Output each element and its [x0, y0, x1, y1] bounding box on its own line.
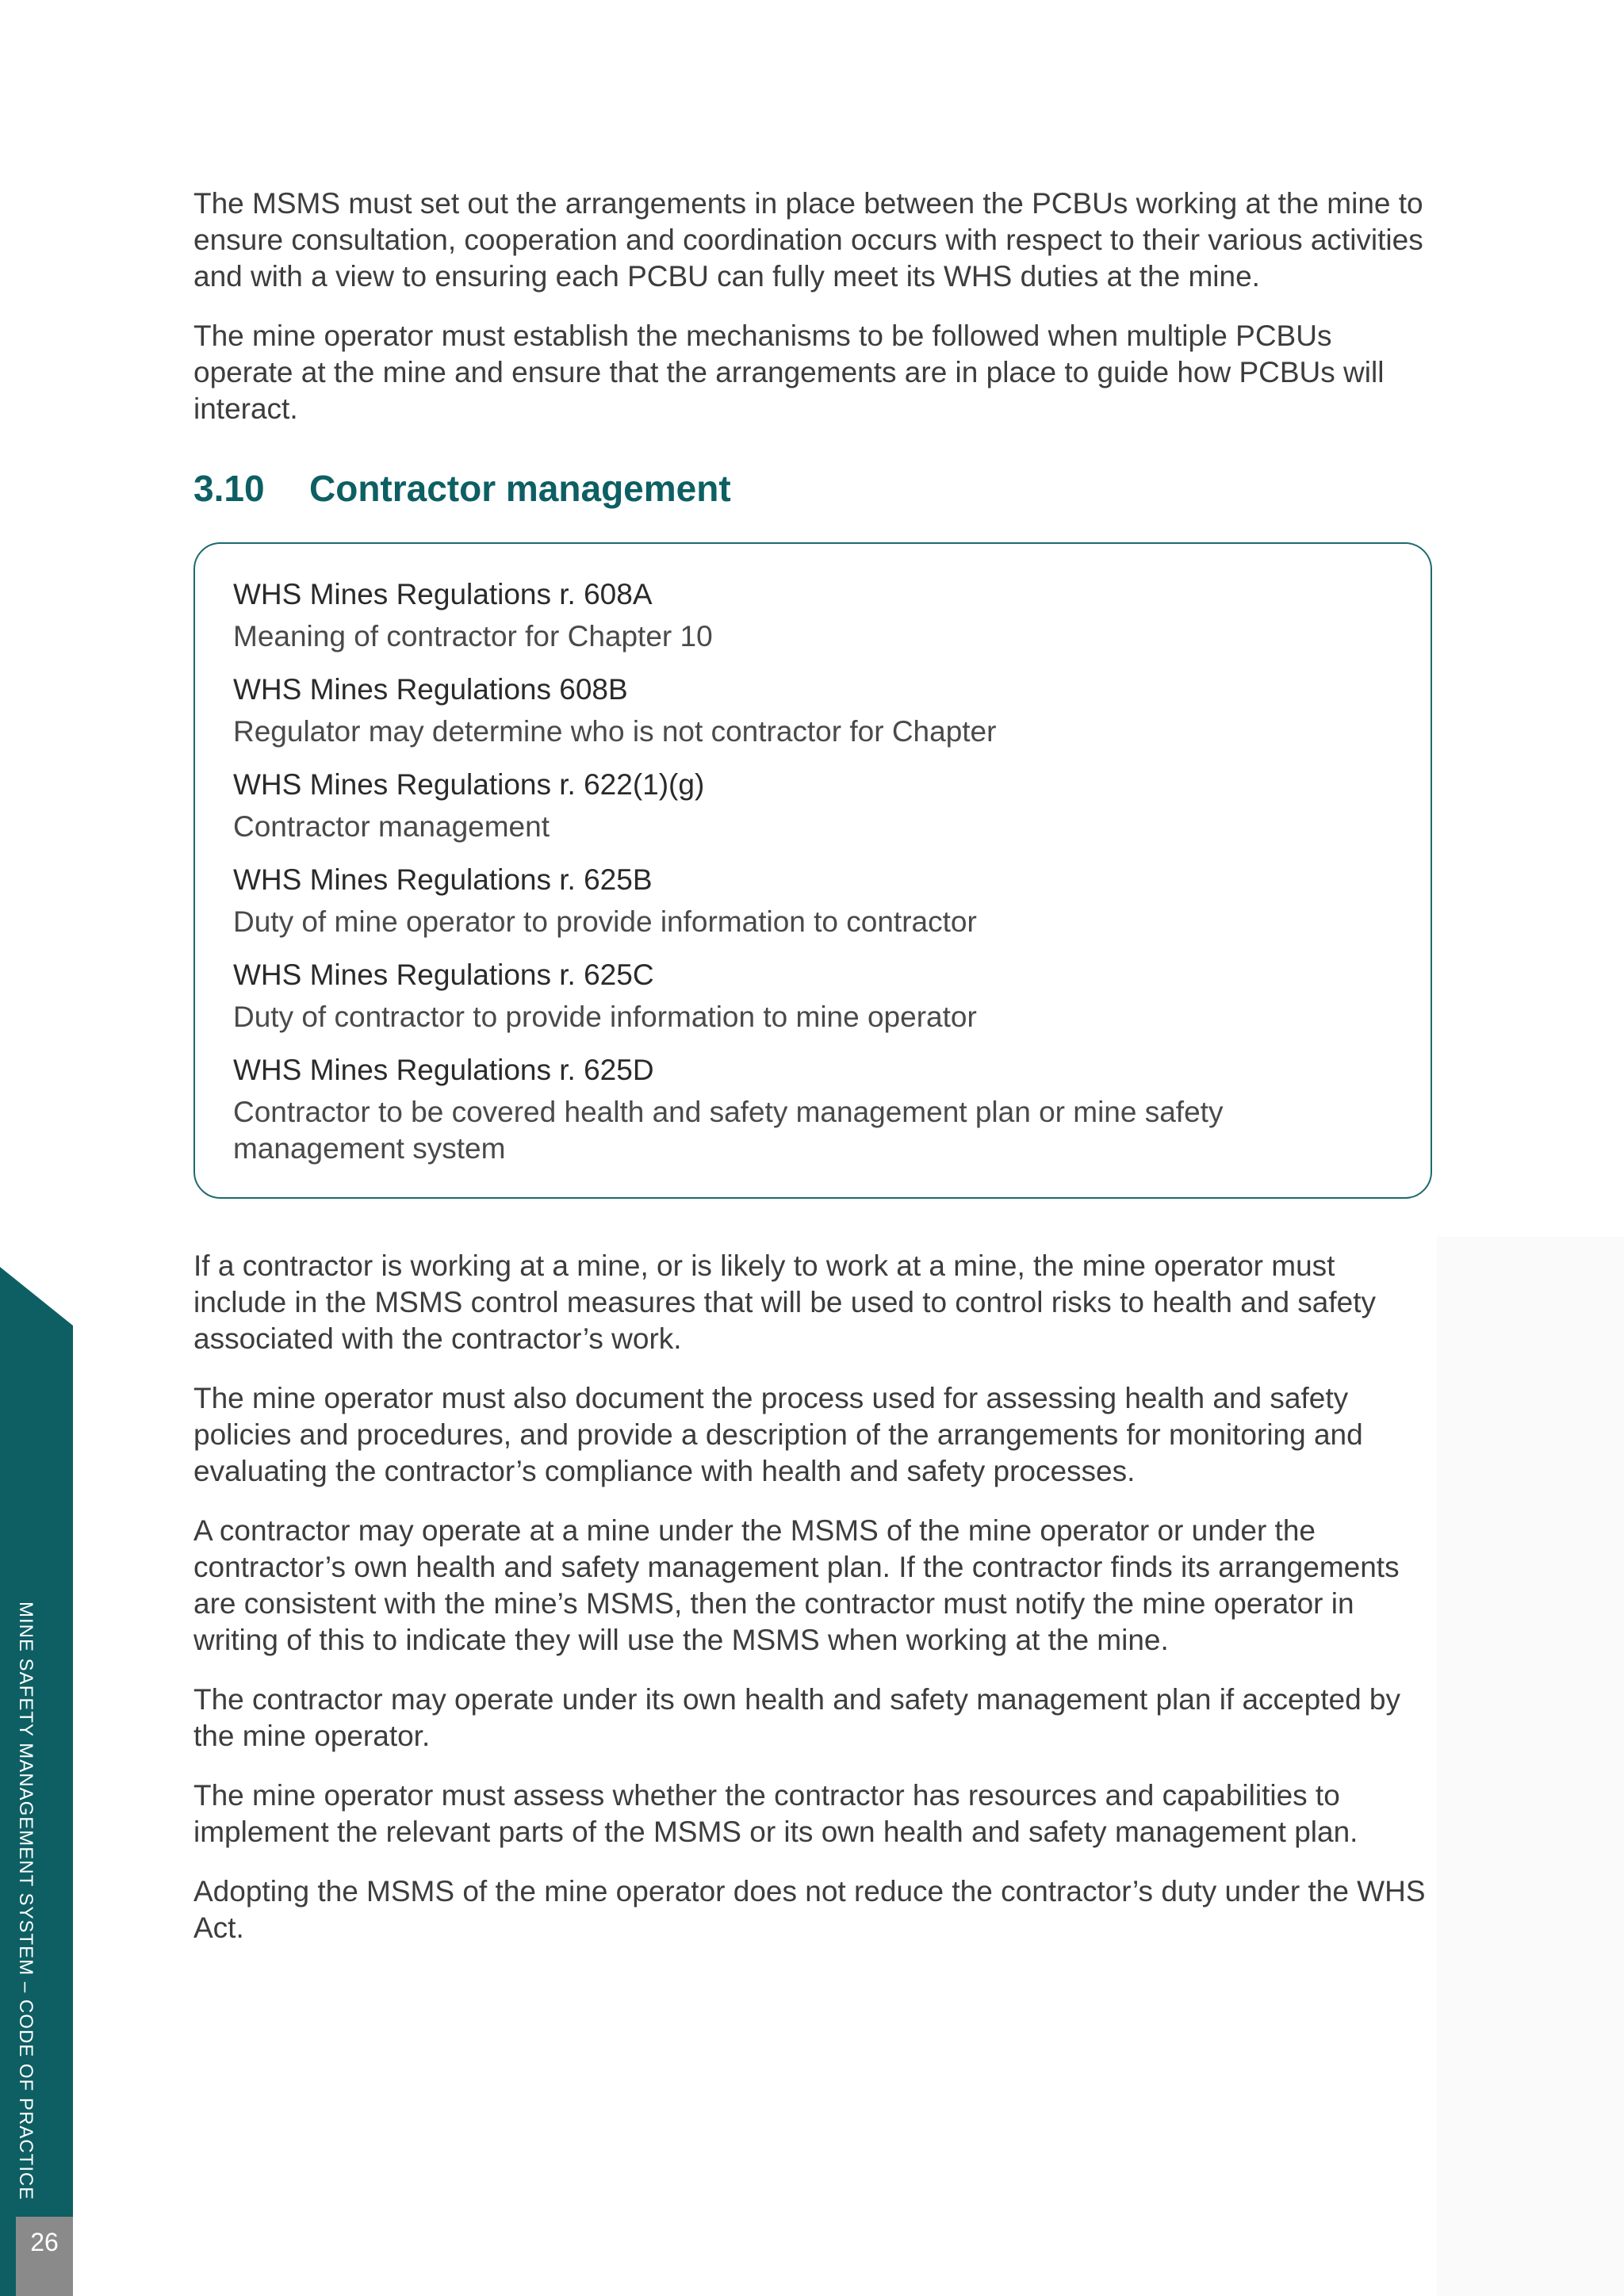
regulations-box [193, 542, 1432, 1199]
body-paragraph-1: If a contractor is working at a mine, or is likely to work at a mine, the mine operator must include in the MSMS control measures that will be used to control risks to health and safety associated with the contractor’s work. [193, 1249, 1377, 1355]
intro-paragraph-1: The MSMS must set out the arrangements in place between the PCBUs working at the mine to ensure consultation, cooperation and coordination occurs with respect to their various activities and with a view to ensuring each PCBU can fully meet its WHS duties at the mine. [193, 187, 1423, 293]
regulation-description: Meaning of contractor for Chapter 10 [233, 620, 713, 652]
regulation-reference: WHS Mines Regulations r. 625B [233, 863, 653, 896]
regulation-description: Contractor management [233, 810, 550, 843]
body-paragraph-6: Adopting the MSMS of the mine operator does not reduce the contractor’s duty under the WHS Act. [193, 1875, 1426, 1944]
section-title: Contractor management [309, 468, 731, 509]
section-number: 3.10 [193, 468, 265, 509]
side-tab-shape [0, 1267, 73, 2217]
body-paragraph-4: The contractor may operate under its own health and safety management plan if accepted by the mine operator. [193, 1683, 1401, 1752]
regulation-reference: WHS Mines Regulations 608B [233, 673, 628, 706]
regulation-item [233, 861, 1392, 940]
regulation-reference: WHS Mines Regulations r. 622(1)(g) [233, 768, 705, 801]
regulation-item [233, 1051, 1392, 1167]
page-content [193, 186, 1432, 1969]
page-number: 26 [30, 2227, 59, 2256]
section-heading [193, 466, 1432, 511]
body-paragraph-2: The mine operator must also document the process used for assessing health and safety policies and procedures, and provide a description of the arrangements for monitoring and evaluating the contractor’s compliance with health and safety processes. [193, 1382, 1363, 1487]
body-paragraph-3: A contractor may operate at a mine under the MSMS of the mine operator or under the contractor’s own health and safety management plan. If the contractor finds its arrangements are consistent with the mine’s MSMS, then the contractor must notify the mine operator in writing of this to indicate they will use the MSMS when working at the mine. [193, 1514, 1400, 1656]
regulation-reference: WHS Mines Regulations r. 625D [233, 1054, 654, 1086]
regulation-description: Contractor to be covered health and safety management plan or mine safety management system [233, 1096, 1224, 1165]
page-edge-shade [1437, 1237, 1624, 2296]
regulation-reference: WHS Mines Regulations r. 625C [233, 959, 654, 991]
page-number-strip [0, 2217, 16, 2296]
side-tab [0, 1267, 73, 2217]
intro-paragraph-2: The mine operator must establish the mechanisms to be followed when multiple PCBUs operate at the mine and ensure that the arrangements are in place to guide how PCBUs will interact. [193, 320, 1385, 425]
document-title: MINE SAFETY MANAGEMENT SYSTEM – CODE OF PRACTICE [15, 1601, 36, 2201]
page-number-box [16, 2217, 73, 2296]
regulation-item [233, 766, 1392, 845]
regulation-description: Regulator may determine who is not contractor for Chapter [233, 715, 997, 748]
regulation-reference: WHS Mines Regulations r. 608A [233, 578, 653, 610]
regulation-item [233, 671, 1392, 750]
regulation-item [233, 576, 1392, 655]
body-paragraph-5: The mine operator must assess whether the contractor has resources and capabilities to implement the relevant parts of the MSMS or its own health and safety management plan. [193, 1779, 1358, 1848]
regulation-description: Duty of contractor to provide information to mine operator [233, 1001, 977, 1033]
regulation-item [233, 956, 1392, 1035]
regulation-description: Duty of mine operator to provide information to contractor [233, 905, 977, 938]
